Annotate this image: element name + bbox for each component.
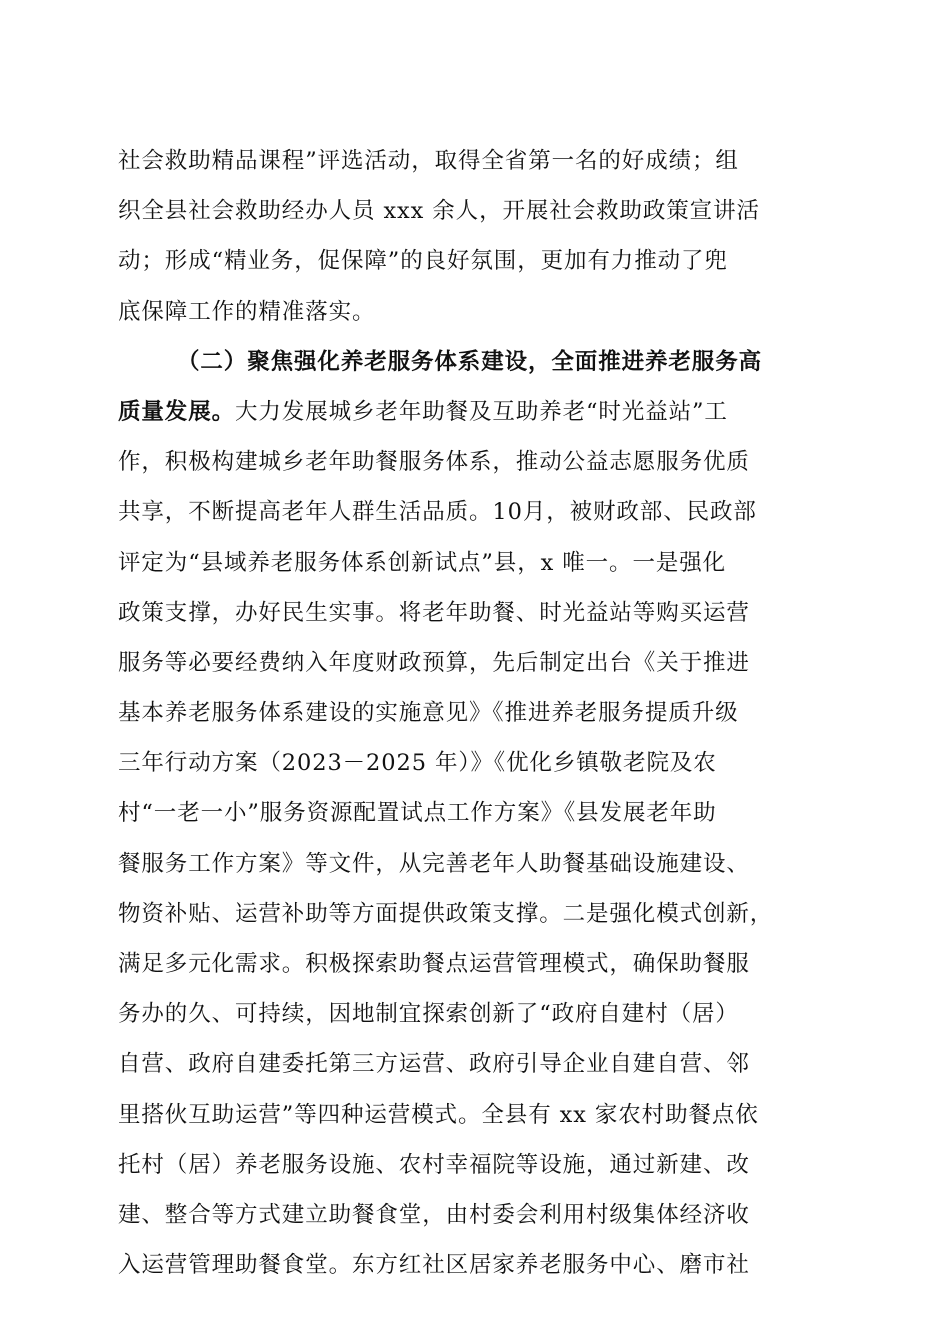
text-line: 评定为“县域养老服务体系创新试点”县，x 唯一。一是强化 xyxy=(118,549,727,576)
text-line: 餐服务工作方案》等文件，从完善老年人助餐基础设施建设、 xyxy=(118,850,750,877)
text-line: 满足多元化需求。积极探索助餐点运营管理模式，确保助餐服 xyxy=(118,951,750,977)
text-line: 托村（居）养老服务设施、农村幸福院等设施，通过新建、改 xyxy=(118,1151,750,1178)
text-run: 大力发展城乡老年助餐及互助养老“时光益站”工 xyxy=(235,398,728,425)
text-line: 作，积极构建城乡老年助餐服务体系，推动公益志愿服务优质 xyxy=(118,449,750,476)
text-line: 政策支撑，办好民生实事。将老年助餐、时光益站等购买运营 xyxy=(118,599,750,626)
text-line: 物资补贴、运营补助等方面提供政策支撑。二是强化模式创新， xyxy=(118,900,774,927)
text-line: 织全县社会救助经办人员 xxx 余人，开展社会救助政策宣讲活 xyxy=(118,198,760,225)
document-body xyxy=(118,136,838,1290)
text-line: 动；形成“精业务，促保障”的良好氛围，更加有力推动了兜 xyxy=(118,248,728,275)
text-line: 三年行动方案（2023－2025 年）》《优化乡镇敬老院及农 xyxy=(118,750,717,777)
text-line: 建、整合等方式建立助餐食堂，由村委会利用村级集体经济收 xyxy=(118,1201,750,1228)
text-line: 入运营管理助餐食堂。东方红社区居家养老服务中心、磨市社 xyxy=(118,1252,750,1279)
text-line: 村“一老一小”服务资源配置试点工作方案》《县发展老年助 xyxy=(118,800,717,827)
section-heading-tail: 质量发展。 xyxy=(118,398,236,425)
text-line: 底保障工作的精准落实。 xyxy=(118,298,376,325)
text-line: 基本养老服务体系建设的实施意见》《推进养老服务提质升级 xyxy=(118,700,739,727)
text-line: 自营、政府自建委托第三方运营、政府引导企业自建自营、邻 xyxy=(118,1051,750,1078)
text-line: 务办的久、可持续，因地制宜探索创新了“政府自建村（居） xyxy=(118,1001,739,1028)
text-line xyxy=(118,387,838,437)
text-line: 共享，不断提高老年人群生活品质。10月，被财政部、民政部 xyxy=(118,499,757,526)
text-line: 里搭伙互助运营”等四种运营模式。全县有 xx 家农村助餐点依 xyxy=(118,1101,759,1128)
text-line: 服务等必要经费纳入年度财政预算，先后制定出台《关于推进 xyxy=(118,649,750,676)
section-heading: （二）聚焦强化养老服务体系建设，全面推进养老服务高 xyxy=(177,348,763,375)
text-line: 社会救助精品课程”评选活动，取得全省第一名的好成绩；组 xyxy=(118,148,739,174)
